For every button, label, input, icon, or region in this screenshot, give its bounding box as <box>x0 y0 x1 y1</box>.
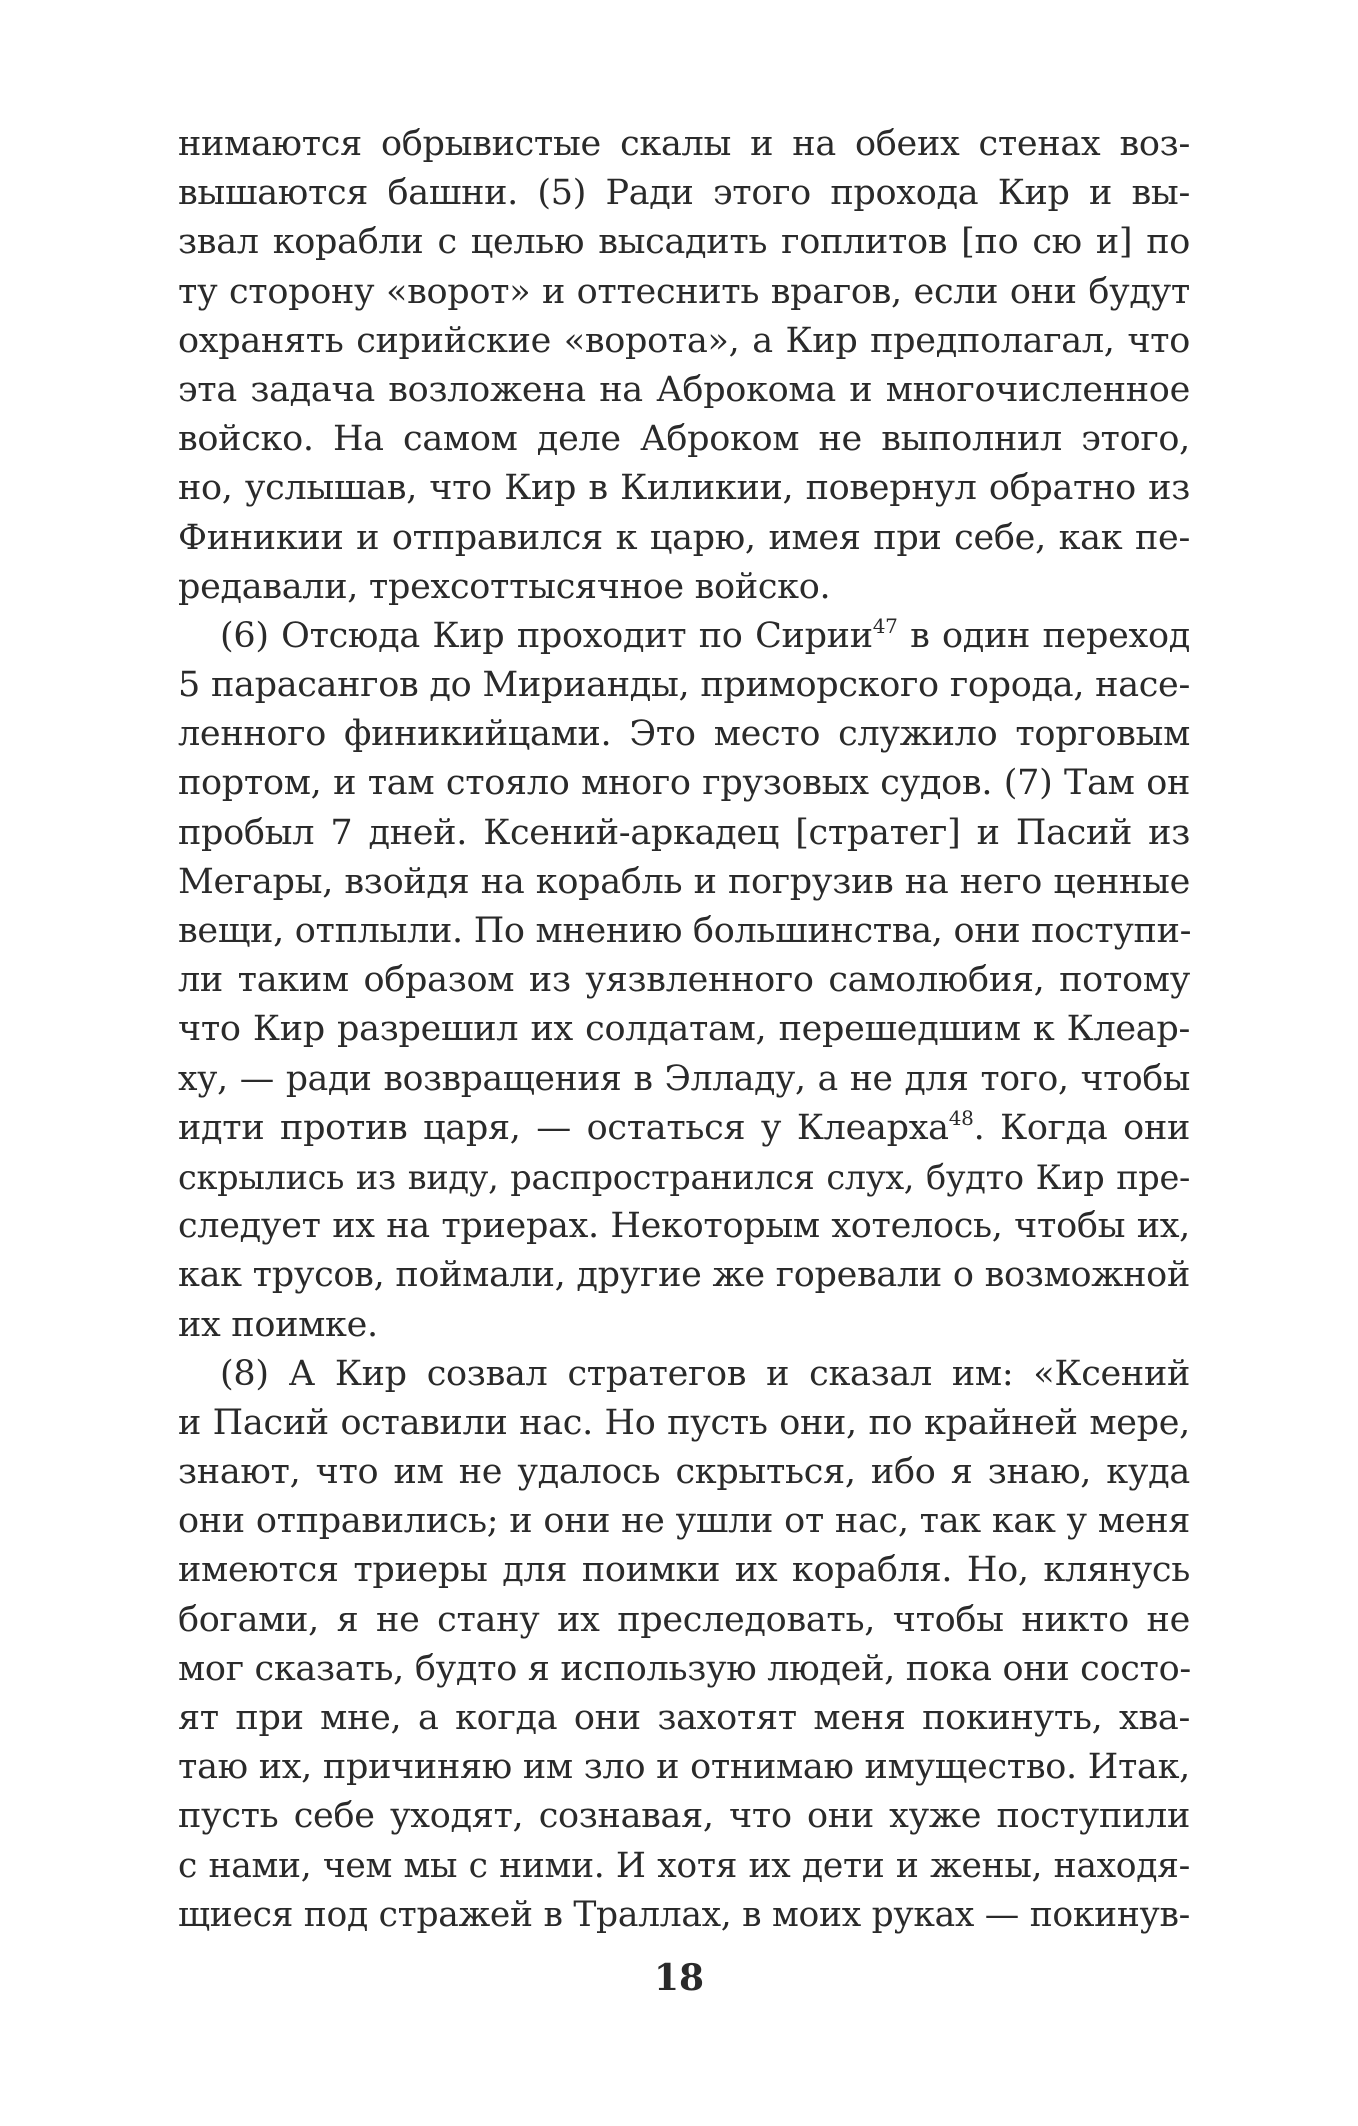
text-line: редавали, трехсоттысячное войско. <box>178 566 831 607</box>
text-line: богами, я не стану их преследовать, чтобы никто не <box>178 1599 1190 1640</box>
text-span: в один переход <box>897 615 1190 656</box>
text-line: с нами, чем мы с ними. И хотя их дети и жены, находя- <box>178 1845 1190 1886</box>
text-line: щиеся под стражей в Траллах, в моих руках — покинув- <box>178 1894 1190 1935</box>
text-line: пробыл 7 дней. Ксений-аркадец [стратег] и Пасий из <box>178 812 1190 853</box>
footnote-ref-48: 48 <box>948 1105 974 1130</box>
text-line: знают, что им не удалось скрыться, ибо я знаю, куда <box>178 1452 1190 1493</box>
footnote-ref-47: 47 <box>872 613 898 638</box>
text-span: (6) Отсюда Кир проходит по Сирии <box>220 615 873 656</box>
body-text <box>178 120 1190 1940</box>
text-line: они отправились; и они не ушли от нас, так как у меня <box>178 1501 1190 1542</box>
text-line: эта задача возложена на Аброкома и многочисленное <box>178 369 1190 410</box>
text-line: мог сказать, будто я использую людей, пока они состо- <box>178 1648 1191 1689</box>
text-span: . Когда они <box>973 1107 1190 1148</box>
text-line: но, услышав, что Кир в Киликии, повернул обратно из <box>178 468 1190 509</box>
text-line: нимаются обрывистые скалы и на обеих стенах воз- <box>178 124 1190 164</box>
text-line: и Пасий оставили нас. Но пусть они, по крайней мере, <box>178 1402 1190 1443</box>
text-line: ли таким образом из уязвленного самолюбия, потому <box>178 960 1190 1001</box>
text-line <box>178 612 1190 661</box>
text-line: звал корабли с целью высадить гоплитов [по сю и] по <box>178 222 1190 263</box>
text-line: следует их на триерах. Некоторым хотелось, чтобы их, <box>178 1206 1190 1247</box>
text-line: таю их, причиняю им зло и отнимаю имущество. Итак, <box>178 1747 1190 1788</box>
text-line: ленного финикийцами. Это место служило торговым <box>178 714 1190 755</box>
text-line: что Кир разрешил их солдатам, перешедшим к Клеар- <box>178 1009 1190 1050</box>
text-line: ту сторону «ворот» и оттеснить врагов, если они будут <box>178 271 1190 312</box>
page-number: 18 <box>653 1957 705 1999</box>
text-line: ху, — ради возвращения в Элладу, а не для того, чтобы <box>178 1058 1190 1099</box>
text-line: Мегары, взойдя на корабль и погрузив на него ценные <box>178 861 1190 902</box>
text-line: их поимке. <box>178 1304 378 1345</box>
text-line: вышаются башни. (5) Ради этого прохода Кир и вы- <box>178 173 1190 214</box>
text-line: (8) А Кир созвал стратегов и сказал им: «Ксений <box>220 1353 1190 1394</box>
text-line: пусть себе уходят, сознавая, что они хуже поступили <box>178 1796 1190 1837</box>
text-line: 5 парасангов до Мирианды, приморского города, насе- <box>178 665 1190 706</box>
text-line: как трусов, поймали, другие же горевали о возможной <box>178 1255 1190 1296</box>
text-line: вещи, отплыли. По мнению большинства, они поступи- <box>178 911 1192 951</box>
text-line: имеются триеры для поимки их корабля. Но, клянусь <box>178 1550 1190 1591</box>
text-span: идти против царя, — остаться у Клеарха <box>178 1107 949 1148</box>
text-line <box>178 1104 1190 1153</box>
text-line: охранять сирийские «ворота», а Кир предполагал, что <box>178 320 1190 361</box>
text-line: скрылись из виду, распространился слух, будто Кир пре- <box>178 1157 1190 1197</box>
text-line: Финикии и отправился к царю, имея при себе, как пе- <box>178 517 1190 558</box>
text-line: войско. На самом деле Аброком не выполнил этого, <box>178 419 1190 460</box>
text-line: портом, и там стояло много грузовых судов. (7) Там он <box>178 763 1190 804</box>
text-line: ят при мне, а когда они захотят меня покинуть, хва- <box>178 1698 1190 1738</box>
